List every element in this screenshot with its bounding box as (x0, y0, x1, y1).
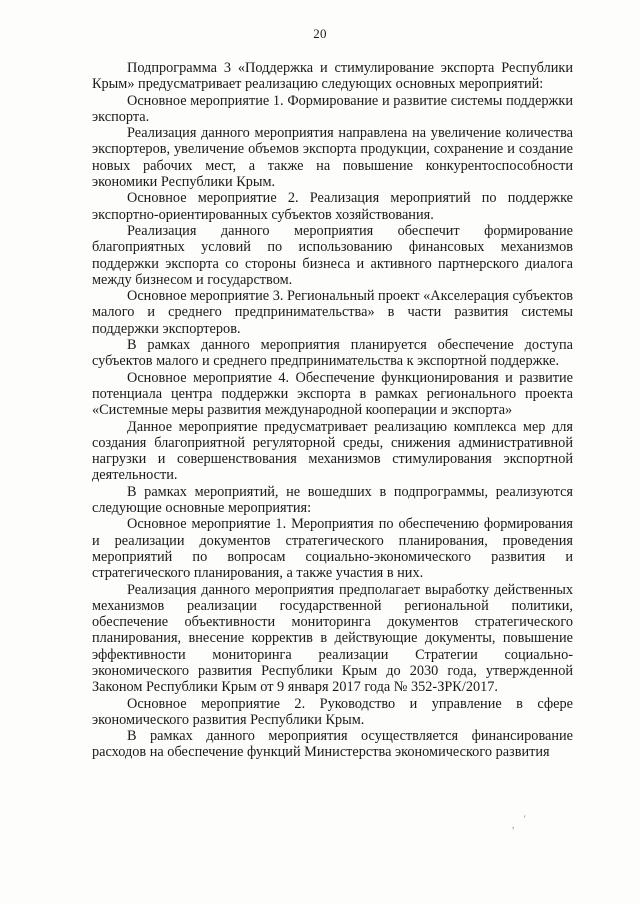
paragraph: Основное мероприятие 1. Мероприятия по обеспечению формирования и реализации документов стратегического планирования, проведения мероприятий по вопросам социально-экономического развития и стратегического планирования, а также участия в них. (92, 516, 573, 582)
paragraph: Основное мероприятие 4. Обеспечение функционирования и развитие потенциала центра поддержки экспорта в рамках регионального проекта «Системные меры развития международной кооперации и экспорта» (92, 369, 573, 419)
paragraph: Реализация данного мероприятия обеспечит формирование благоприятных условий по использованию финансовых механизмов поддержки экспорта со стороны бизнеса и активного партнерского диалога между бизнесом и государством. (92, 222, 573, 288)
paragraph: В рамках данного мероприятия осуществляется финансирование расходов на обеспечение функций Министерства экономического развития (92, 728, 573, 761)
document-body (92, 60, 573, 761)
paragraph: В рамках данного мероприятия планируется обеспечение доступа субъектов малого и среднего предпринимательства к экспортной поддержке. (92, 337, 573, 370)
paragraph: Основное мероприятие 1. Формирование и развитие системы поддержки экспорта. (92, 92, 573, 125)
paragraph: Основное мероприятие 2. Руководство и управление в сфере экономического развития Республики Крым. (92, 695, 573, 728)
paragraph: Основное мероприятие 3. Региональный проект «Акселерация субъектов малого и среднего предпринимательства» в части развития системы поддержки экспортеров. (92, 288, 573, 337)
paragraph: Основное мероприятие 2. Реализация мероприятий по поддержке экспортно-ориентированных субъектов хозяйствования. (92, 190, 573, 223)
paragraph: В рамках мероприятий, не вошедших в подпрограммы, реализуются следующие основные мероприятия: (92, 483, 573, 517)
paragraph: Подпрограмма 3 «Поддержка и стимулирование экспорта Республики Крым» предусматривает реализацию следующих основных мероприятий: (92, 60, 573, 93)
scan-speck: , (512, 820, 515, 830)
scan-speck: ' (524, 814, 526, 824)
paragraph: Реализация данного мероприятия направлена на увеличение количества экспортеров, увеличение объемов экспорта продукции, сохранение и создание новых рабочих мест, а также на повышение конкурентоспособности экономики Республики Крым. (92, 125, 573, 191)
paragraph: Данное мероприятие предусматривает реализацию комплекса мер для создания благоприятной регуляторной среды, снижения административной нагрузки и совершенствования механизмов стимулирования экспортной деятельности. (92, 418, 573, 484)
paragraph: Реализация данного мероприятия предполагает выработку действенных механизмов реализации государственной региональной политики, обеспечение объективности мониторинга документов стратегического планирования, внесение корректив в действующие документы, повышение эффективности мониторинга реализации Стратегии социально-экономического развития Республики Крым до 2030 года, утвержденной Законом Республики Крым от 9 января 2017 года № 352-ЗРК/2017. (92, 581, 573, 696)
page-number: 20 (313, 26, 327, 41)
